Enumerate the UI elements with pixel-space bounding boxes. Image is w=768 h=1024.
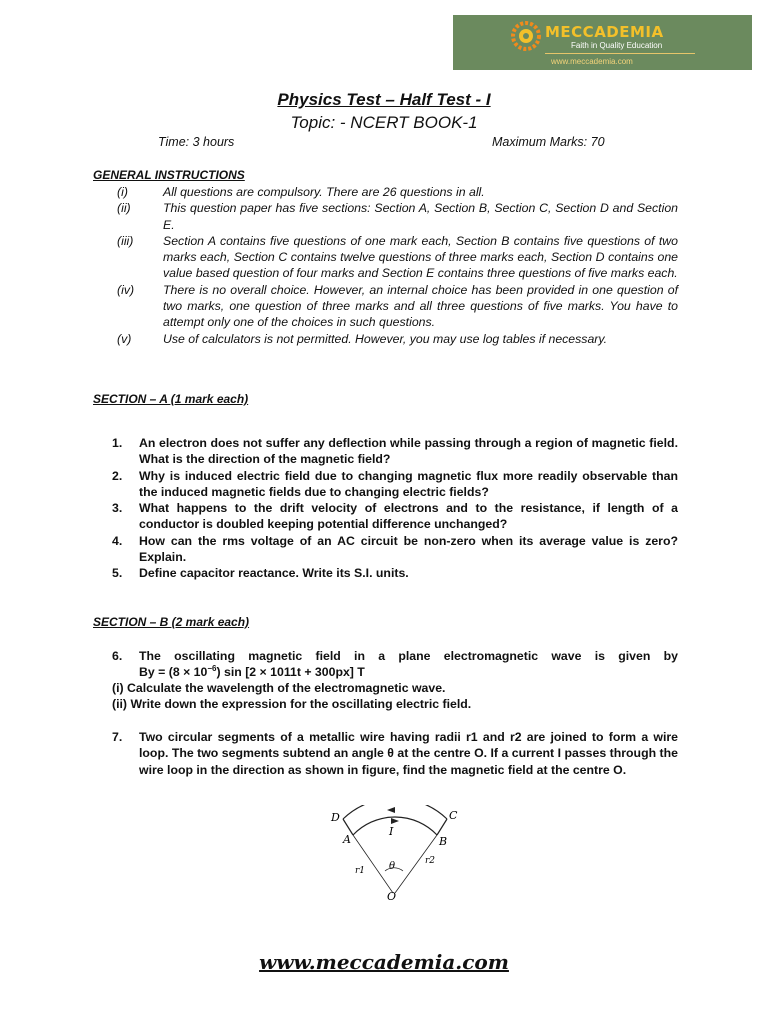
wire-loop-figure [325,805,465,900]
question-text: How can the rms voltage of an AC circuit be non-zero when its average value is zero? Explain. [139,533,678,565]
question-text: Two circular segments of a metallic wire having radii r1 and r2 are joined to form a wire loop. The two segments subtend an angle θ at the centre O. If a current I passes through the wire loop in the direction as shown in figure, find the magnetic field at the centre O. [139,730,678,777]
footer-url: www.meccademia.com [259,950,509,974]
section-a-questions [112,435,678,582]
question-text: What happens to the drift velocity of electrons and to the resistance, if length of a conductor is doubled keeping potential difference unchanged? [139,501,678,532]
question-item [112,468,678,501]
label-theta: θ [389,861,396,872]
question-item [112,435,678,468]
instructions-heading: GENERAL INSTRUCTIONS [93,168,245,182]
banner-divider [545,53,695,54]
instruction-number: (iii) [117,233,134,248]
question-text: The oscillating magnetic field in a plane electromagnetic wave is given by [139,649,678,663]
question-number: 4. [112,533,123,548]
instruction-item [93,331,678,347]
question-number: 5. [112,566,123,581]
instruction-text: There is no overall choice. However, an internal choice has been provided in one question of two marks, one question of three marks and all three questions of five marks. You have to attempt only one of the choices in such questions. [163,282,678,330]
label-current: I [389,825,394,838]
outer-arrow-icon [387,807,395,813]
section-b-heading: SECTION – B (2 mark each) [93,615,250,629]
equation-part: ) sin [2 × 1011t + 300px] T [216,665,365,680]
instruction-number: (v) [117,331,132,346]
instruction-text: All questions are compulsory. There are 26 questions in all. [163,185,485,199]
equation-part: By = (8 × 10 [139,665,208,680]
test-title: Physics Test – Half Test - I [277,90,491,109]
instruction-text: This question paper has five sections: Section A, Section B, Section C, Section D and Section E. [163,201,678,232]
meccademia-logo-icon [511,21,541,51]
inner-arrow-icon [391,818,399,824]
meccademia-banner [453,15,752,70]
banner-url: www.meccademia.com [551,57,633,66]
instruction-item [93,184,678,200]
label-d: D [331,811,340,824]
label-r2: r2 [425,856,436,866]
equation-exponent: −6 [207,664,217,674]
question-number: 7. [112,730,123,744]
right-connector [437,819,447,835]
brand-name: MECCADEMIA [545,23,664,41]
question-6-part-i: (i) Calculate the wavelength of the electromagnetic wave. [112,681,446,695]
instruction-number: (ii) [117,201,131,216]
instruction-item [93,200,678,233]
instruction-text: Use of calculators is not permitted. However, you may use log tables if necessary. [163,331,608,346]
question-6 [112,648,678,681]
label-r1: r1 [355,866,366,876]
instructions-list [93,184,678,347]
instruction-item [93,233,678,282]
question-text: An electron does not suffer any deflection while passing through a region of magnetic field. What is the direction of the magnetic field? [139,436,678,467]
label-c: C [449,809,458,822]
question-text: Define capacitor reactance. Write its S.I. units. [139,566,409,581]
question-item [112,565,678,581]
instruction-number: (i) [117,185,128,199]
label-o: O [387,890,397,900]
question-number: 2. [112,468,123,483]
question-item [112,533,678,566]
instruction-item [93,282,678,331]
instruction-number: (iv) [117,282,135,297]
question-number: 3. [112,501,123,516]
test-topic: Topic: - NCERT BOOK-1 [290,113,478,132]
instruction-text: Section A contains five questions of one mark each, Section B contains five questions of two marks each, Section C contains twelve questions of three marks each, Section D contains one value based question of four marks and Section E contains three questions of five marks each. [163,233,678,281]
equation-line [112,664,678,680]
question-6-part-ii: (ii) Write down the expression for the oscillating electric field. [112,697,472,711]
test-time: Time: 3 hours [158,135,235,149]
brand-tagline: Faith in Quality Education [571,41,663,50]
question-7 [112,729,678,778]
question-item [112,648,678,664]
left-radius [353,835,396,893]
question-item [112,500,678,533]
section-a-heading: SECTION – A (1 mark each) [93,392,249,406]
question-number: 1. [112,436,123,450]
question-text: Why is induced electric field due to changing magnetic flux more readily observable than the induced magnetic fields due to changing electric fields? [139,468,678,499]
test-max-marks: Maximum Marks: 70 [492,135,605,149]
question-number: 6. [112,649,123,663]
label-b: B [439,835,448,848]
label-a: A [343,833,351,846]
question-item [112,729,678,778]
